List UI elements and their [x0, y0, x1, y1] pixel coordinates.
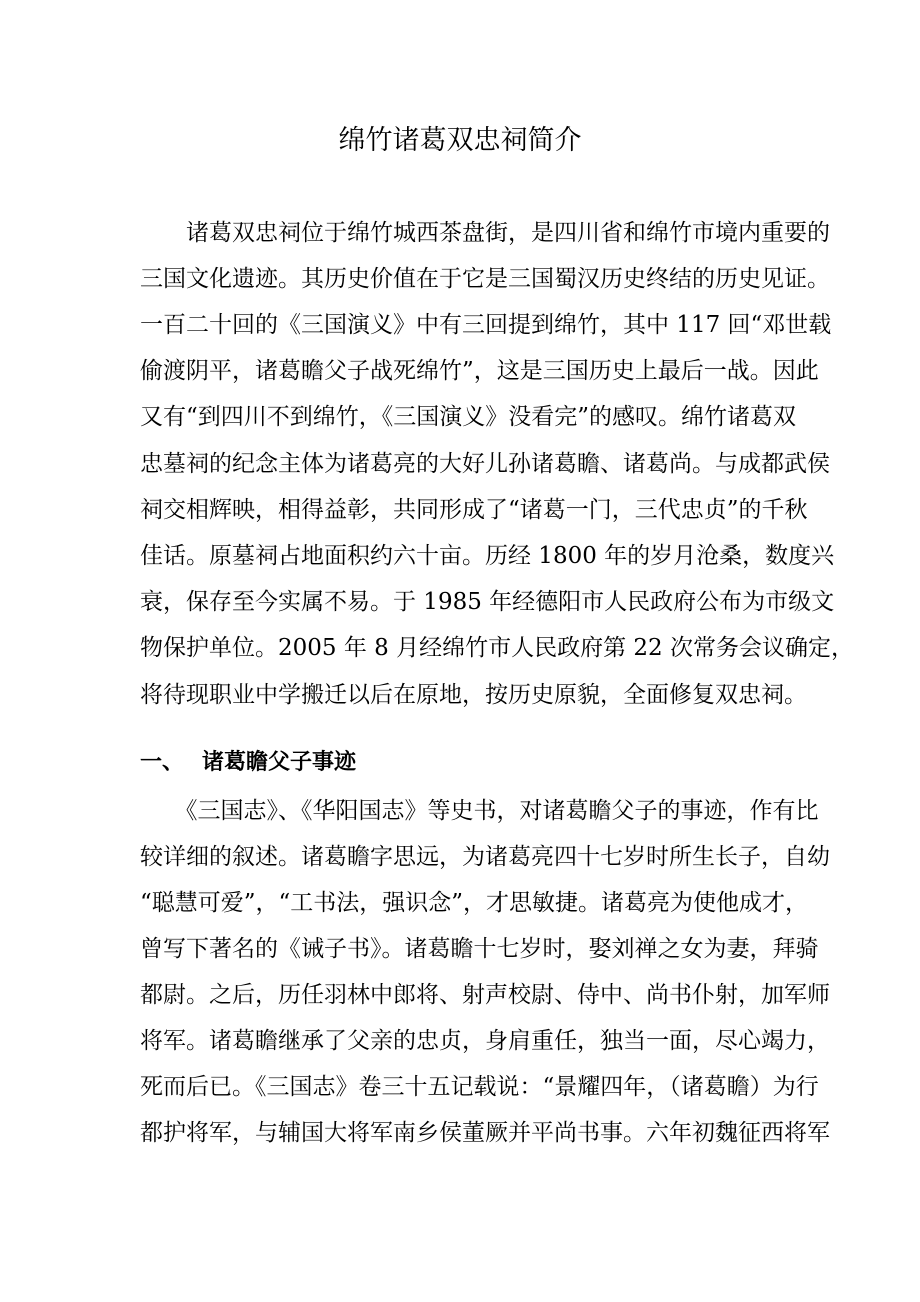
text-line: 都尉。之后，历任羽林中郎将、射声校尉、侍中、尚书仆射，加军师: [140, 982, 830, 1008]
text-line: 佳话。原墓祠占地面积约六十亩。历经 1800 年的岁月沧桑，数度兴: [140, 543, 835, 569]
text-line: 都护将军，与辅国大将军南乡侯董厥并平尚书事。六年初魏征西将军: [140, 1120, 830, 1146]
text-line: 衰，保存至今实属不易。于 1985 年经德阳市人民政府公布为市级文: [140, 589, 835, 615]
text-line: 较详细的叙述。诸葛瞻字思远，为诸葛亮四十七岁时所生长子，自幼: [140, 844, 830, 870]
text-line: 将待现职业中学搬迁以后在原地，按历史原貌，全面修复双忠祠。: [140, 682, 807, 708]
section-heading: [140, 748, 356, 778]
text-line: 又有“到四川不到绵竹，《三国演义》没看完”的感叹。绵竹诸葛双: [140, 404, 797, 430]
text-line: 将军。诸葛瞻继承了父亲的忠贞，身肩重任，独当一面，尽心竭力，: [140, 1028, 830, 1054]
text-line: 物保护单位。2005 年 8 月经绵竹市人民政府第 22 次常务会议确定，: [140, 635, 854, 661]
text-line: 曾写下著名的《诫子书》。诸葛瞻十七岁时，娶刘禅之女为妻，拜骑: [140, 936, 819, 962]
document-title: 绵竹诸葛双忠祠简介: [338, 125, 582, 156]
text-line: 忠墓祠的纪念主体为诸葛亮的大好儿孙诸葛瞻、诸葛尚。与成都武侯: [140, 451, 830, 477]
text-line: 《三国志》、《华阳国志》等史书，对诸葛瞻父子的事迹，作有比: [140, 798, 819, 824]
text-line: 三国文化遗迹。其历史价值在于它是三国蜀汉历史终结的历史见证。: [140, 266, 830, 292]
text-line: 偷渡阴平，诸葛瞻父子战死绵竹”，这是三国历史上最后一战。因此: [140, 358, 819, 384]
section-title: 诸葛瞻父子事迹: [202, 750, 357, 775]
text-line: 死而后已。《三国志》卷三十五记载说：“景耀四年，（诸葛瞻）为行: [140, 1074, 819, 1100]
text-line: 诸葛双忠祠位于绵竹城西茶盘街，是四川省和绵竹市境内重要的: [140, 220, 830, 246]
text-line: “聪慧可爱”，“工书法，强识念”，才思敏捷。诸葛亮为使他成才，: [140, 890, 809, 916]
section-number: 一、: [140, 750, 185, 775]
text-line: 一百二十回的《三国演义》中有三回提到绵竹，其中 117 回“邓世载: [140, 312, 832, 338]
text-line: 祠交相辉映，相得益彰，共同形成了“诸葛一门，三代忠贞”的千秋: [140, 497, 808, 523]
